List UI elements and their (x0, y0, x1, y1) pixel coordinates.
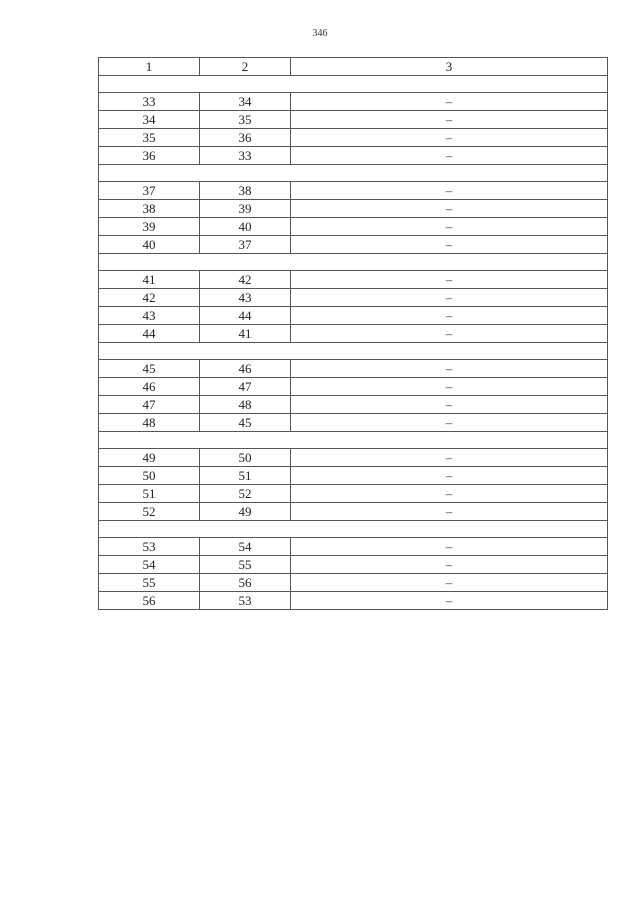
table-row (99, 271, 608, 289)
table-row (99, 360, 608, 378)
table-row (99, 396, 608, 414)
table-body (99, 76, 608, 610)
table-row (99, 182, 608, 200)
table-cell-col-3: – (291, 218, 608, 236)
separator-cell (291, 76, 608, 93)
table-cell-col-1: 46 (99, 378, 200, 396)
data-table (98, 57, 608, 610)
separator-cell (200, 343, 291, 360)
table-cell-col-2: 43 (200, 289, 291, 307)
table-cell-col-3: – (291, 200, 608, 218)
table-cell-col-3: – (291, 93, 608, 111)
page-number: 346 (312, 28, 328, 39)
table-cell-col-2: 45 (200, 414, 291, 432)
table-cell-col-3: – (291, 325, 608, 343)
table-row (99, 378, 608, 396)
table-cell-col-2: 47 (200, 378, 291, 396)
table-row (99, 307, 608, 325)
table-cell-col-1: 39 (99, 218, 200, 236)
table-cell-col-1: 52 (99, 503, 200, 521)
table-cell-col-3: – (291, 111, 608, 129)
table-row (99, 485, 608, 503)
table-cell-col-3: – (291, 307, 608, 325)
table-row (99, 200, 608, 218)
table-row (99, 93, 608, 111)
table-cell-col-2: 41 (200, 325, 291, 343)
separator-cell (200, 432, 291, 449)
table-cell-col-3: – (291, 271, 608, 289)
table-cell-col-3: – (291, 182, 608, 200)
table-row (99, 574, 608, 592)
group-separator (99, 432, 608, 449)
table-cell-col-2: 54 (200, 538, 291, 556)
table-row (99, 503, 608, 521)
table-cell-col-1: 35 (99, 129, 200, 147)
table-cell-col-2: 40 (200, 218, 291, 236)
table-row (99, 325, 608, 343)
header-col-3: 3 (291, 58, 608, 76)
table-cell-col-3: – (291, 236, 608, 254)
group-separator (99, 76, 608, 93)
table-cell-col-2: 48 (200, 396, 291, 414)
separator-cell (99, 521, 200, 538)
table-cell-col-2: 39 (200, 200, 291, 218)
separator-cell (200, 165, 291, 182)
group-separator (99, 343, 608, 360)
separator-cell (200, 254, 291, 271)
table-cell-col-1: 47 (99, 396, 200, 414)
table-cell-col-2: 49 (200, 503, 291, 521)
table-cell-col-2: 44 (200, 307, 291, 325)
table-cell-col-3: – (291, 503, 608, 521)
table-cell-col-1: 41 (99, 271, 200, 289)
separator-cell (99, 343, 200, 360)
table-cell-col-3: – (291, 556, 608, 574)
table-cell-col-2: 33 (200, 147, 291, 165)
table-cell-col-3: – (291, 289, 608, 307)
table-row (99, 414, 608, 432)
table-cell-col-1: 36 (99, 147, 200, 165)
table-cell-col-1: 44 (99, 325, 200, 343)
table-cell-col-2: 56 (200, 574, 291, 592)
table-cell-col-3: – (291, 449, 608, 467)
table-row (99, 218, 608, 236)
table-row (99, 467, 608, 485)
table-cell-col-1: 54 (99, 556, 200, 574)
table-cell-col-1: 53 (99, 538, 200, 556)
table-cell-col-2: 55 (200, 556, 291, 574)
separator-cell (291, 343, 608, 360)
table-row (99, 556, 608, 574)
table-cell-col-1: 55 (99, 574, 200, 592)
table-cell-col-1: 43 (99, 307, 200, 325)
table-cell-col-1: 37 (99, 182, 200, 200)
table-cell-col-2: 36 (200, 129, 291, 147)
table-cell-col-1: 45 (99, 360, 200, 378)
separator-cell (291, 165, 608, 182)
table-cell-col-2: 42 (200, 271, 291, 289)
separator-cell (99, 76, 200, 93)
table-cell-col-2: 38 (200, 182, 291, 200)
table-row (99, 449, 608, 467)
table-cell-col-1: 50 (99, 467, 200, 485)
table-cell-col-2: 52 (200, 485, 291, 503)
table-cell-col-2: 37 (200, 236, 291, 254)
table-cell-col-3: – (291, 378, 608, 396)
table-cell-col-2: 46 (200, 360, 291, 378)
table-row (99, 111, 608, 129)
table-cell-col-3: – (291, 414, 608, 432)
table-cell-col-2: 51 (200, 467, 291, 485)
table-cell-col-3: – (291, 396, 608, 414)
table-cell-col-1: 34 (99, 111, 200, 129)
table-cell-col-1: 42 (99, 289, 200, 307)
separator-cell (291, 521, 608, 538)
table-cell-col-1: 49 (99, 449, 200, 467)
table-cell-col-1: 40 (99, 236, 200, 254)
table-cell-col-2: 53 (200, 592, 291, 610)
table-cell-col-3: – (291, 467, 608, 485)
table-cell-col-1: 38 (99, 200, 200, 218)
table-cell-col-3: – (291, 538, 608, 556)
table-row (99, 236, 608, 254)
table-row (99, 289, 608, 307)
table-cell-col-3: – (291, 360, 608, 378)
separator-cell (291, 254, 608, 271)
separator-cell (99, 432, 200, 449)
table-cell-col-2: 34 (200, 93, 291, 111)
table-cell-col-2: 50 (200, 449, 291, 467)
header-col-1: 1 (99, 58, 200, 76)
table-cell-col-1: 48 (99, 414, 200, 432)
table-row (99, 129, 608, 147)
table-cell-col-3: – (291, 592, 608, 610)
group-separator (99, 521, 608, 538)
table-cell-col-3: – (291, 485, 608, 503)
table-cell-col-1: 33 (99, 93, 200, 111)
table-cell-col-1: 56 (99, 592, 200, 610)
table-row (99, 592, 608, 610)
table-cell-col-3: – (291, 147, 608, 165)
separator-cell (200, 521, 291, 538)
table-cell-col-1: 51 (99, 485, 200, 503)
separator-cell (291, 432, 608, 449)
table-row (99, 147, 608, 165)
header-col-2: 2 (200, 58, 291, 76)
separator-cell (200, 76, 291, 93)
header-row (99, 58, 608, 76)
separator-cell (99, 254, 200, 271)
table-row (99, 538, 608, 556)
table-cell-col-2: 35 (200, 111, 291, 129)
separator-cell (99, 165, 200, 182)
table-cell-col-3: – (291, 129, 608, 147)
group-separator (99, 254, 608, 271)
group-separator (99, 165, 608, 182)
table-cell-col-3: – (291, 574, 608, 592)
